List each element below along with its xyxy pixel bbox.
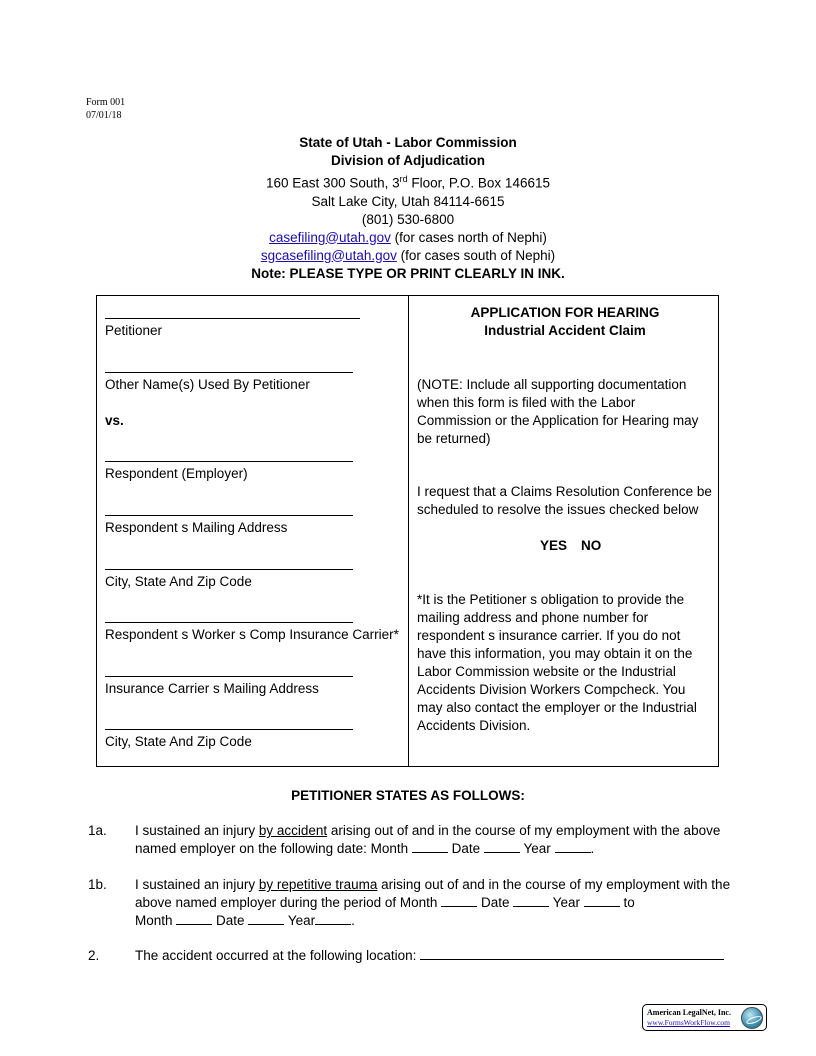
item-1b-year-blank[interactable] [584, 894, 620, 907]
print-note: Note: PLEASE TYPE OR PRINT CLEARLY IN INK. [251, 265, 565, 281]
email-north-note: (for cases north of Nephi) [390, 229, 547, 245]
insurance-carrier-line[interactable] [105, 622, 353, 623]
item-1a-year-label: Year [519, 841, 555, 856]
item-1b-date-blank[interactable] [513, 894, 549, 907]
item-1a-underlined: by accident [258, 823, 328, 838]
address-part: 160 East 300 South, 3 [266, 175, 400, 191]
item-1b-post: arising out of and in the course of my employment with the above named employer during the period of Month [135, 877, 731, 910]
item-1b-date-label: Date [477, 895, 514, 910]
respondent-line[interactable] [105, 461, 353, 462]
email-south-note: (for cases south of Nephi) [396, 247, 556, 263]
caption-divider [408, 296, 409, 766]
globe-icon [741, 1007, 763, 1029]
other-names-line[interactable] [105, 372, 353, 373]
item-1b-date2-blank[interactable] [248, 912, 284, 925]
carrier-address-line[interactable] [105, 676, 353, 677]
agency-name: State of Utah - Labor Commission [299, 135, 517, 150]
item-1a-number: 1a. [88, 823, 107, 838]
documentation-note: (NOTE: Include all supporting documentation when this form is filed with the Labor Commission or the Application for Hearing may be returned) [417, 377, 699, 446]
item-2-location-blank[interactable] [420, 947, 724, 960]
application-title: APPLICATION FOR HEARING [470, 305, 660, 320]
item-1a-post: arising out of and in the course of my employment with the above named employer on the following date: Month [135, 823, 721, 856]
email-north-line [0, 229, 816, 247]
form-number: Form 001 [86, 97, 126, 108]
respondent-address-label: Respondent s Mailing Address [105, 520, 288, 535]
item-1a-month-blank[interactable] [412, 840, 448, 853]
agency-header [0, 134, 816, 283]
insurance-carrier-label: Respondent s Worker s Comp Insurance Carrier* [105, 627, 399, 642]
item-1b-year2-label: Year [284, 913, 316, 928]
item-1b-date2-label: Date [212, 913, 249, 928]
caption-box [96, 295, 719, 767]
petitioner-label: Petitioner [105, 323, 163, 338]
logo-company-name: American LegalNet, Inc. [647, 1008, 731, 1017]
item-1a-year-blank[interactable] [555, 840, 591, 853]
item-1b-pre: I sustained an injury [135, 877, 259, 892]
item-2-label: The accident occurred at the following location: [135, 948, 421, 963]
logo-url[interactable]: www.FormsWorkFlow.com [647, 1018, 731, 1027]
item-1a-date-blank[interactable] [484, 840, 520, 853]
street-address [0, 170, 816, 193]
petitioner-states-heading: PETITIONER STATES AS FOLLOWS: [291, 788, 525, 803]
division-name: Division of Adjudication [331, 153, 485, 168]
city-state-zip-line-2[interactable] [105, 729, 353, 730]
item-1b [88, 876, 738, 930]
item-1b-month-blank[interactable] [441, 894, 477, 907]
city-state-zip-label-1: City, State And Zip Code [105, 574, 252, 589]
item-1b-number: 1b. [88, 877, 107, 892]
application-subtitle: Industrial Accident Claim [484, 323, 646, 338]
item-1b-month2-blank[interactable] [176, 912, 212, 925]
city-address: Salt Lake City, Utah 84114-6615 [311, 193, 505, 209]
other-names-label: Other Name(s) Used By Petitioner [105, 377, 310, 392]
address-part-end: Floor, P.O. Box 146615 [407, 175, 550, 191]
carrier-address-label: Insurance Carrier s Mailing Address [105, 681, 319, 696]
no-column-header: NO [581, 538, 602, 553]
respondent-address-line[interactable] [105, 515, 353, 516]
item-1b-to: to [619, 895, 635, 910]
item-1a-pre: I sustained an injury [135, 823, 259, 838]
form-date: 07/01/18 [86, 110, 122, 121]
item-1b-underlined: by repetitive trauma [258, 877, 378, 892]
item-1a-end: . [590, 841, 595, 856]
item-1b-year-label: Year [549, 895, 584, 910]
respondent-label: Respondent (Employer) [105, 466, 248, 481]
item-2-text [135, 947, 738, 965]
item-1b-end: . [351, 913, 355, 928]
carrier-obligation-note: *It is the Petitioner s obligation to provide the mailing address and phone number for respondent s insurance carrier. If you do not have this information, you may obtain it on the Labor Commission website or the Industrial Accidents Division Workers Compcheck. You may also contact the employer or the Industrial Accidents Division. [417, 592, 697, 733]
item-2 [88, 947, 738, 965]
email-north-link[interactable]: casefiling@utah.gov [269, 229, 391, 245]
phone-number: (801) 530-6800 [361, 211, 455, 227]
yes-column-header: YES [540, 538, 568, 553]
form-number-block [86, 96, 125, 122]
conference-request: I request that a Claims Resolution Conference be scheduled to resolve the issues checked below [417, 484, 712, 517]
item-1a [88, 822, 738, 858]
city-state-zip-label-2: City, State And Zip Code [105, 734, 252, 749]
american-legalnet-logo [642, 1004, 767, 1031]
petitioner-line[interactable] [105, 318, 360, 319]
item-1a-date-label: Date [447, 841, 484, 856]
item-1b-year2-blank[interactable] [315, 912, 351, 925]
item-1b-text [135, 876, 738, 930]
versus-label: vs. [105, 413, 124, 428]
email-south-link[interactable]: sgcasefiling@utah.gov [260, 247, 397, 263]
item-1a-text [135, 822, 738, 858]
item-1b-month2-label: Month [135, 913, 177, 928]
city-state-zip-line-1[interactable] [105, 569, 353, 570]
address-superscript: rd [399, 174, 408, 184]
email-south-line [0, 247, 816, 265]
item-2-number: 2. [88, 948, 100, 963]
